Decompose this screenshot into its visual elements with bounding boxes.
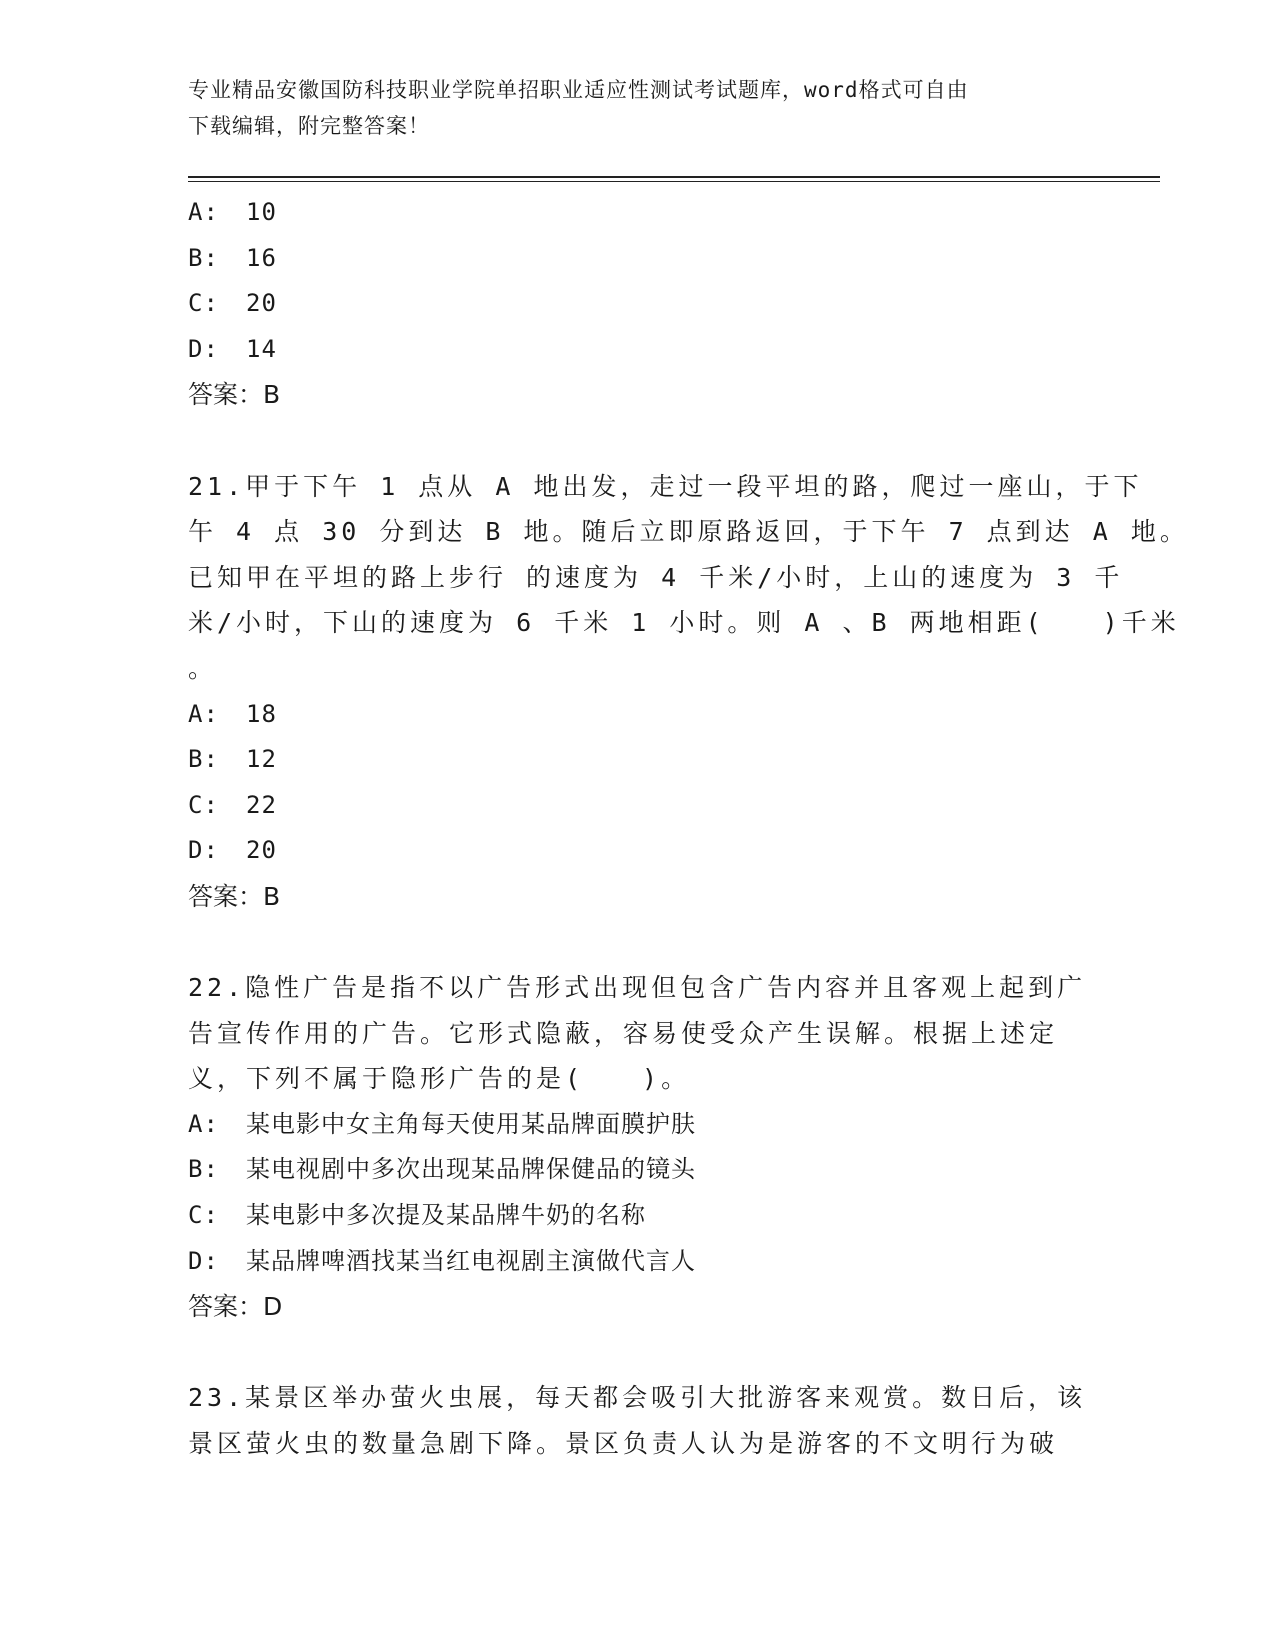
question-21 <box>188 464 1189 920</box>
stem-line: 米/小时，下山的速度为 6 千米 1 小时。则 A 、B 两地相距( )千米 <box>188 608 1180 638</box>
question-stem <box>188 965 1087 1102</box>
option-letter: D: <box>188 334 219 363</box>
option-b <box>188 737 1088 783</box>
answer-line: 答案：B <box>188 380 281 410</box>
option-letter: A: <box>188 198 219 226</box>
option-text: 某品牌啤酒找某当红电视剧主演做代言人 <box>246 1246 696 1275</box>
option-letter: B: <box>188 1155 219 1184</box>
option-d <box>188 828 1088 874</box>
question-stem <box>188 1375 1087 1466</box>
option-text: 某电影中女主角每天使用某品牌面膜护肤 <box>246 1109 696 1138</box>
option-text: 20 <box>246 289 277 318</box>
option-letter: A: <box>188 699 219 728</box>
option-a <box>188 190 1088 236</box>
option-d <box>188 1239 1088 1285</box>
option-c <box>188 783 1088 829</box>
option-text: 12 <box>246 745 277 774</box>
option-letter: C: <box>188 289 219 318</box>
stem-line: 告宣传作用的广告。它形式隐蔽，容易使受众产生误解。根据上述定 <box>188 1018 1059 1048</box>
stem-line: 21.甲于下午 1 点从 A 地出发，走过一段平坦的路，爬过一座山，于下 <box>188 471 1143 501</box>
option-text: 10 <box>246 198 277 226</box>
stem-line: 22.隐性广告是指不以广告形式出现但包含广告内容并且客观上起到广 <box>188 973 1087 1003</box>
option-c <box>188 281 1088 327</box>
option-text: 某电视剧中多次出现某品牌保健品的镜头 <box>246 1155 696 1184</box>
option-letter: C: <box>188 790 219 819</box>
option-d <box>188 327 1088 373</box>
question-22 <box>188 965 1088 1330</box>
option-letter: B: <box>188 745 219 774</box>
option-letter: D: <box>188 836 219 865</box>
stem-line: 23.某景区举办萤火虫展，每天都会吸引大批游客来观赏。数日后，该 <box>188 1383 1087 1413</box>
question-23 <box>188 1375 1088 1466</box>
question-stem <box>188 464 1189 692</box>
document-body <box>188 190 1189 1467</box>
stem-line: 。 <box>188 653 218 683</box>
stem-line: 已知甲在平坦的路上步行 的速度为 4 千米/小时，上山的速度为 3 千 <box>188 562 1124 592</box>
option-text: 22 <box>246 790 277 819</box>
option-b <box>188 1147 1088 1193</box>
option-letter: B: <box>188 243 219 272</box>
header-rule-thick <box>188 176 1160 178</box>
option-text: 14 <box>246 334 277 363</box>
header-line-1: 专业精品安徽国防科技职业学院单招职业适应性测试考试题库，word格式可自由 <box>188 78 969 102</box>
question-20 <box>188 190 1088 418</box>
option-a <box>188 692 1088 738</box>
header-line-2: 下载编辑，附完整答案！ <box>188 114 430 138</box>
stem-line: 景区萤火虫的数量急剧下降。景区负责人认为是游客的不文明行为破 <box>188 1429 1059 1459</box>
answer-line: 答案：D <box>188 1292 283 1322</box>
document-header <box>188 72 1068 144</box>
header-rule-thin <box>188 181 1160 182</box>
option-text: 某电影中多次提及某品牌牛奶的名称 <box>246 1201 646 1230</box>
option-text: 20 <box>246 836 277 865</box>
option-letter: D: <box>188 1246 219 1275</box>
option-c <box>188 1193 1088 1239</box>
option-a <box>188 1102 1088 1148</box>
stem-line: 义，下列不属于隐形广告的是( )。 <box>188 1064 691 1094</box>
stem-line: 午 4 点 30 分到达 B 地。随后立即原路返回，于下午 7 点到达 A 地。 <box>188 517 1189 547</box>
option-letter: C: <box>188 1201 219 1230</box>
option-b <box>188 236 1088 282</box>
option-text: 18 <box>246 699 277 728</box>
option-letter: A: <box>188 1109 219 1138</box>
answer-line: 答案：B <box>188 881 281 911</box>
option-text: 16 <box>246 243 277 272</box>
